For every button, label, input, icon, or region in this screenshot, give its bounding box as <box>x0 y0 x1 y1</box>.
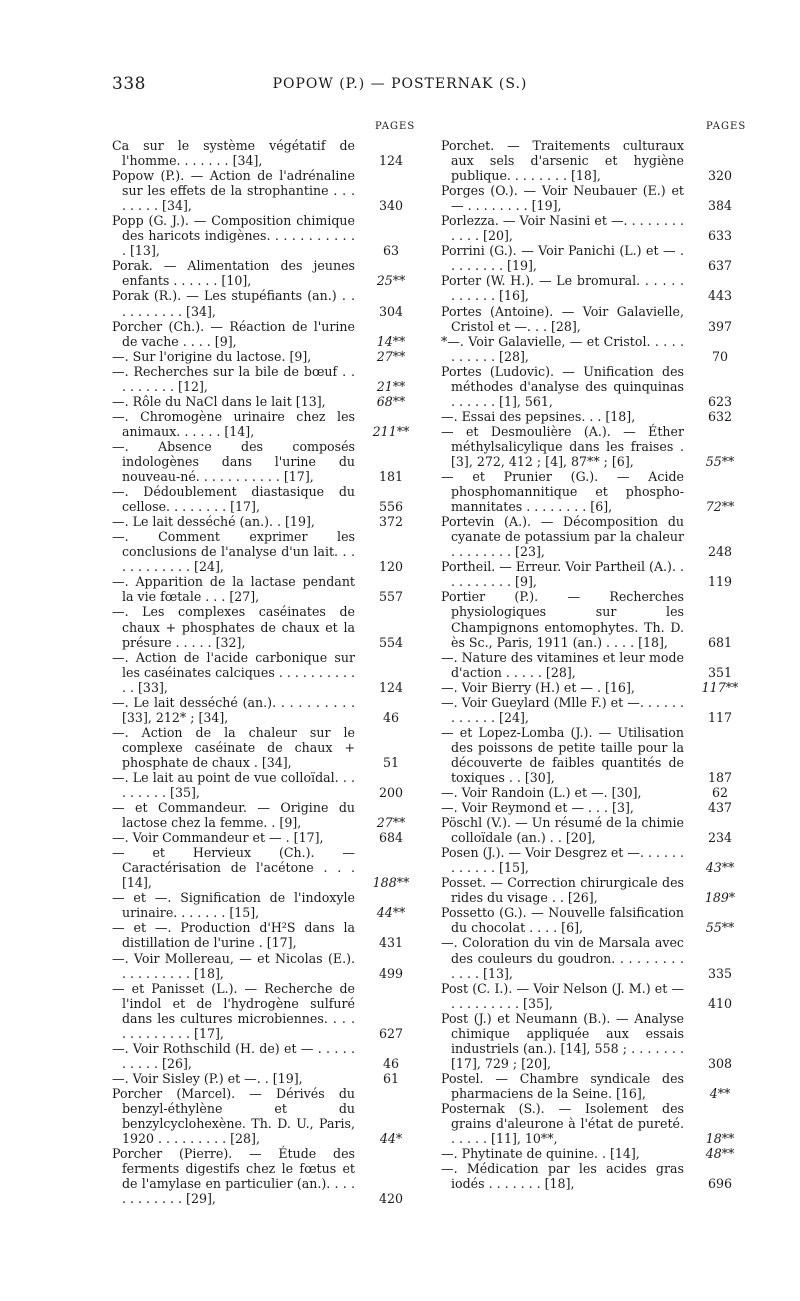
entry-text: Portes (Antoine). — Voir Galavielle, Cristol et —. . . [28], <box>441 303 684 334</box>
index-entry <box>441 1011 746 1071</box>
entry-page: 557 <box>378 589 404 605</box>
entry-text: Post (J.) et Neumann (B.). — Analyse chimique appliquée aux essais industriels (an.). [14], 558 ; . . . . . . . [17], 729 ; [20], <box>441 1010 684 1071</box>
entry-page: 684 <box>378 830 404 846</box>
index-entry <box>441 138 746 183</box>
entry-text: —. Le lait desséché (an.). . [19], <box>112 514 315 530</box>
index-entry <box>441 650 746 680</box>
index-entry <box>441 695 746 725</box>
index-entry <box>441 935 746 980</box>
entry-page: 681 <box>707 634 733 650</box>
entry-text: —. Chromogène urinaire chez les animaux. . . . . . [14], <box>112 408 355 439</box>
entry-text: Porchet. — Traitements culturaux aux sels d'arsenic et hygiène publique. . . . . . . . [18], <box>441 138 684 184</box>
entry-text: Pöschl (V.). — Un résumé de la chimie colloïdale (an.) . . [20], <box>441 815 684 846</box>
index-entry <box>441 273 746 303</box>
entry-text: —. Le lait au point de vue colloïdal. . . . . . . . . [35], <box>112 769 355 801</box>
entry-text: —. Voir Bierry (H.) et — . [16], <box>441 679 635 695</box>
entry-page: 335 <box>707 965 733 981</box>
entry-text: — et Lopez-Lomba (J.). — Utilisation des poissons de petite taille pour la découverte de faibles quantités de toxiques . . [30], <box>441 724 684 785</box>
index-entry <box>112 439 417 484</box>
index-column-left <box>112 138 417 1206</box>
entry-page: 397 <box>707 318 733 334</box>
entry-page: 124 <box>378 153 404 169</box>
index-entry <box>112 138 417 168</box>
entry-text: —. Voir Gueylard (Mlle F.) et —. . . . . . . . . . . . [24], <box>441 694 684 725</box>
entry-text: — et —. Signification de l'indoxyle urinaire. . . . . . . [15], <box>112 890 355 921</box>
index-entry <box>112 574 417 604</box>
index-entry <box>441 559 746 589</box>
index-entry <box>112 845 417 890</box>
entry-text: Portes (Ludovic). — Unification des méthodes d'analyse des quinquinas . . . . . . [1], 561, <box>441 363 684 409</box>
entry-text: —. Voir Rothschild (H. de) et — . . . . . . . . . . [26], <box>112 1040 355 1071</box>
entry-text: Porlezza. — Voir Nasini et —. . . . . . . . . . . . [20], <box>441 213 684 244</box>
index-entry <box>112 288 417 318</box>
entry-text: —. Dédoublement diastasique du cellose. . . . . . . . [17], <box>112 484 355 515</box>
index-entry <box>441 875 746 905</box>
entry-page: 48** <box>705 1146 735 1162</box>
entry-text: Porak. — Alimentation des jeunes enfants . . . . . . [10], <box>112 258 355 289</box>
index-entry <box>441 1101 746 1146</box>
entry-page: 181 <box>378 469 404 485</box>
index-entry <box>441 514 746 559</box>
entry-text: — et —. Production d'H²S dans la distillation de l'urine . [17], <box>112 920 355 951</box>
entry-text: —. Phytinate de quinine. . [14], <box>441 1146 640 1162</box>
entry-page: 46 <box>382 709 400 725</box>
entry-text: Porrini (G.). — Voir Panichi (L.) et — . . . . . . . . [19], <box>441 243 684 274</box>
entry-page: 61 <box>382 1070 400 1086</box>
entry-page: 696 <box>707 1176 733 1192</box>
index-entry <box>112 514 417 529</box>
entry-page: 623 <box>707 393 733 409</box>
entry-page: 320 <box>707 168 733 184</box>
entry-text: —. Voir Mollereau, — et Nicolas (E.). . . . . . . . . . [18], <box>112 950 355 981</box>
entry-page: 14** <box>376 333 406 349</box>
entry-text: Portier (P.). — Recherches physiologiques sur les Champignons entomophytes. Th. D. ès Sc., Paris, 1911 (an.) . . . . [18], <box>441 589 684 650</box>
page-header <box>0 74 800 96</box>
entry-text: —. Les complexes caséinates de chaux + phosphates de chaux et la présure . . . . . [32], <box>112 604 355 650</box>
entry-text: Porcher (Pierre). — Étude des ferments digestifs chez le fœtus et de l'amylase en particulier (an.). . . . . . . . . . . . [29], <box>112 1146 355 1207</box>
index-entry <box>441 243 746 273</box>
index-entry <box>441 1146 746 1161</box>
entry-page: 443 <box>707 288 733 304</box>
entry-page: 72** <box>705 499 735 515</box>
entry-page: 304 <box>378 303 404 319</box>
page-number: 338 <box>112 74 146 94</box>
entry-text: —. Apparition de la lactase pendant la vie fœtale . . . [27], <box>112 574 355 605</box>
index-entry <box>112 951 417 981</box>
index-entry <box>112 695 417 725</box>
index-entry <box>112 213 417 258</box>
entry-page: 27** <box>376 815 406 831</box>
index-entry <box>441 725 746 785</box>
entry-page: 437 <box>707 800 733 816</box>
entry-page: 55** <box>705 453 735 469</box>
entry-page: 340 <box>378 198 404 214</box>
entry-page: 627 <box>378 1025 404 1041</box>
entry-page: 44** <box>376 905 406 921</box>
entry-text: Porges (O.). — Voir Neubauer (E.) et — . . . . . . . . [19], <box>441 183 684 214</box>
index-entry <box>441 183 746 213</box>
index-entry <box>441 364 746 409</box>
entry-text: — et Prunier (G.). — Acide phosphomannitique et phospho-mannitates . . . . . . . . [6], <box>441 469 684 515</box>
entry-page: 431 <box>378 935 404 951</box>
entry-page: 4** <box>709 1085 731 1101</box>
entry-page: 188** <box>372 875 410 891</box>
entry-text: — et Commandeur. — Origine du lactose chez la femme. . [9], <box>112 800 355 831</box>
entry-text: —. Sur l'origine du lactose. [9], <box>112 348 312 364</box>
entry-text: Possetto (G.). — Nouvelle falsification du chocolat . . . . [6], <box>441 905 684 936</box>
index-entry <box>441 469 746 514</box>
index-entry <box>112 604 417 649</box>
index-entry <box>112 394 417 409</box>
entry-page: 119 <box>707 574 733 590</box>
entry-page: 632 <box>707 408 733 424</box>
entry-text: —. Recherches sur la bile de bœuf . . . . . . . . . [12], <box>112 363 355 394</box>
index-entry <box>441 1071 746 1101</box>
index-entry <box>112 920 417 950</box>
entry-page: 410 <box>707 995 733 1011</box>
entry-page: 70 <box>711 348 729 364</box>
entry-text: — et Panisset (L.). — Recherche de l'indol et de l'hydrogène sulfuré dans les cultures microbiennes. . . . . . . . . . . . . [17], <box>112 980 355 1041</box>
entry-page: 25** <box>376 273 406 289</box>
entry-page: 372 <box>378 514 404 530</box>
entry-page: 234 <box>707 830 733 846</box>
entry-page: 499 <box>378 965 404 981</box>
entry-page: 200 <box>378 785 404 801</box>
index-entry <box>112 319 417 349</box>
entry-text: Porcher (Ch.). — Réaction de l'urine de vache . . . . [9], <box>112 318 355 349</box>
entry-text: —. Absence des composés indologènes dans l'urine du nouveau-né. . . . . . . . . . . [17], <box>112 438 355 485</box>
index-entry <box>112 1146 417 1206</box>
entry-page: 62 <box>711 785 729 801</box>
entry-text: —. Voir Commandeur et — . [17], <box>112 830 324 846</box>
index-entry <box>441 424 746 469</box>
index-entry <box>441 213 746 243</box>
entry-page: 637 <box>707 258 733 274</box>
index-entry <box>441 785 746 800</box>
entry-text: —. Comment exprimer les conclusions de l'analyse d'un lait. . . . . . . . . . . . [24], <box>112 529 355 575</box>
entry-text: Porak (R.). — Les stupéfiants (an.) . . . . . . . . . . [34], <box>112 288 355 319</box>
entry-page: 120 <box>378 559 404 575</box>
entry-text: —. Nature des vitamines et leur mode d'action . . . . . [28], <box>441 649 684 680</box>
index-entry <box>441 304 746 334</box>
index-entry <box>112 168 417 213</box>
running-title: POPOW (P.) — POSTERNAK (S.) <box>272 76 528 92</box>
entry-page: 308 <box>707 1055 733 1071</box>
entry-page: 554 <box>378 634 404 650</box>
index-entry <box>441 905 746 935</box>
index-entry <box>112 349 417 364</box>
index-entry <box>112 409 417 439</box>
index-entry <box>112 484 417 514</box>
entry-text: Ca sur le système végétatif de l'homme. . . . . . . [34], <box>112 138 355 169</box>
entry-text: *—. Voir Galavielle, — et Cristol. . . . . . . . . . . [28], <box>441 333 684 364</box>
entry-page: 27** <box>376 348 406 364</box>
index-entry <box>441 680 746 695</box>
index-entry <box>112 981 417 1041</box>
entry-text: Popow (P.). — Action de l'adrénaline sur les effets de la strophantine . . . . . . . . [34], <box>112 168 355 214</box>
entry-text: —. Rôle du NaCl dans le lait [13], <box>112 393 326 409</box>
index-entry <box>112 1086 417 1146</box>
entry-text: —. Voir Randoin (L.) et —. [30], <box>441 785 642 801</box>
entry-page: 420 <box>378 1191 404 1207</box>
entry-page: 187 <box>707 769 733 785</box>
index-entry <box>441 1161 746 1191</box>
entry-text: Posset. — Correction chirurgicale des rides du visage . . [26], <box>441 875 684 906</box>
entry-page: 55** <box>705 920 735 936</box>
entry-text: —. Médication par les acides gras iodés . . . . . . . [18], <box>441 1161 684 1192</box>
entry-text: — et Desmoulière (A.). — Éther méthylsalicylique dans les fraises . [3], 272, 412 ; [4], 87** ; [6], <box>441 423 684 469</box>
entry-text: Postel. — Chambre syndicale des pharmaciens de la Seine. [16], <box>441 1070 684 1101</box>
entry-text: Porter (W. H.). — Le bromural. . . . . . . . . . . . [16], <box>441 273 684 304</box>
index-entry <box>112 800 417 830</box>
index-entry <box>441 845 746 875</box>
entry-text: Portheil. — Erreur. Voir Partheil (A.). . . . . . . . . . [9], <box>441 559 684 590</box>
entry-text: —. Essai des pepsines. . . [18], <box>441 408 636 424</box>
entry-text: —. Le lait desséché (an.). . . . . . . . . . [33], 212* ; [34], <box>112 694 355 725</box>
pages-column-label-right: PAGES <box>706 121 747 132</box>
index-entry <box>441 334 746 364</box>
index-entry <box>112 830 417 845</box>
entry-page: 351 <box>707 664 733 680</box>
entry-text: Porcher (Marcel). — Dérivés du benzyl-éthylène et du benzylcyclohexène. Th. D. U., Paris, 1920 . . . . . . . . . [28], <box>112 1085 355 1147</box>
index-entry <box>112 725 417 770</box>
entry-page: 46 <box>382 1055 400 1071</box>
entry-page: 63 <box>382 243 400 259</box>
entry-page: 44* <box>379 1131 403 1147</box>
entry-page: 51 <box>382 754 400 770</box>
index-entry <box>112 770 417 800</box>
index-entry <box>112 650 417 695</box>
index-entry <box>441 589 746 649</box>
index-entry <box>112 529 417 574</box>
index-entry <box>441 409 746 424</box>
entry-text: — et Hervieux (Ch.). — Caractérisation de l'acétone . . . [14], <box>112 845 355 891</box>
entry-page: 68** <box>376 393 406 409</box>
entry-text: —. Coloration du vin de Marsala avec des couleurs du goudron. . . . . . . . . . . . . [13], <box>441 935 684 981</box>
index-column-right <box>441 138 746 1191</box>
entry-text: Posternak (S.). — Isolement des grains d'aleurone à l'état de pureté. . . . . . [11], 10**, <box>441 1101 684 1147</box>
entry-page: 18** <box>705 1131 735 1147</box>
entry-page: 384 <box>707 198 733 214</box>
index-entry <box>441 815 746 845</box>
index-entry <box>112 1071 417 1086</box>
index-entry <box>112 890 417 920</box>
index-entry <box>441 800 746 815</box>
entry-page: 21** <box>376 378 406 394</box>
entry-page: 211** <box>372 423 410 439</box>
index-entry <box>112 364 417 394</box>
index-entry <box>112 258 417 288</box>
entry-text: Portevin (A.). — Décomposition du cyanate de potassium par la chaleur . . . . . . . . [23], <box>441 514 684 560</box>
entry-page: 248 <box>707 544 733 560</box>
index-entry <box>112 1041 417 1071</box>
entry-text: —. Voir Sisley (P.) et —. . [19], <box>112 1070 303 1086</box>
entry-text: —. Action de la chaleur sur le complexe caséinate de chaux + phosphate de chaux . [34], <box>112 724 355 770</box>
pages-column-label-left: PAGES <box>375 121 416 132</box>
entry-page: 189* <box>704 890 736 906</box>
entry-text: Popp (G. J.). — Composition chimique des haricots indigènes. . . . . . . . . . . . [13], <box>112 213 355 259</box>
entry-page: 633 <box>707 228 733 244</box>
entry-text: —. Action de l'acide carbonique sur les caséinates calciques . . . . . . . . . . . . [33], <box>112 649 355 695</box>
entry-text: —. Voir Reymond et — . . . [3], <box>441 800 634 816</box>
entry-page: 117** <box>701 679 739 695</box>
entry-page: 43** <box>705 860 735 876</box>
entry-page: 124 <box>378 679 404 695</box>
index-entry <box>441 981 746 1011</box>
entry-text: Posen (J.). — Voir Desgrez et —. . . . . . . . . . . . [15], <box>441 845 684 876</box>
entry-page: 117 <box>707 709 733 725</box>
entry-text: Post (C. I.). — Voir Nelson (J. M.) et — . . . . . . . . . [35], <box>441 980 684 1011</box>
entry-page: 556 <box>378 499 404 515</box>
